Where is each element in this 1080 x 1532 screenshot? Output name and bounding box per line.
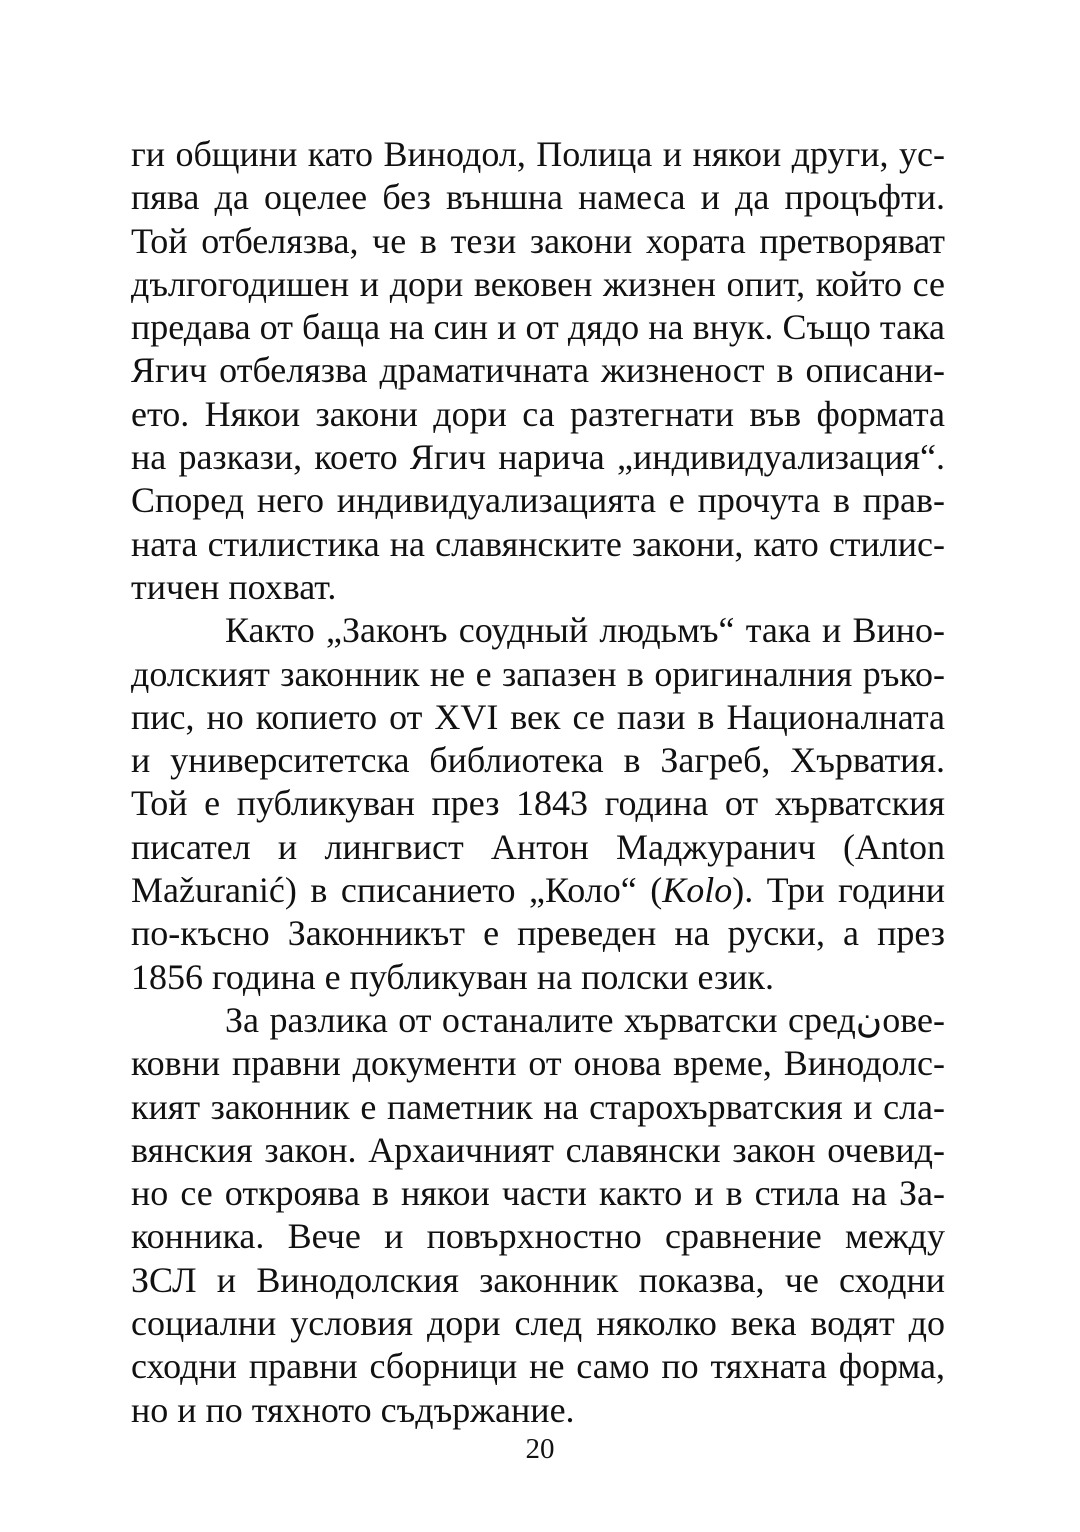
text-line: конника. Вече и повърхностно сравнение между [131,1216,945,1257]
text-line: ковни правни документи от онова време, Винодолс- [131,1043,945,1084]
paragraph [131,999,945,1432]
page-body [131,133,945,1432]
text-line: 1856 година е публикуван на полски език. [131,956,774,997]
text-line: пява да оцелее без външна намеса и да процъфти. [131,177,945,218]
text-segment: Mažuranić) в списанието „Коло“ ( [131,870,663,911]
text-line: и университетска библиотека в Загреб, Хърватия. [131,740,945,781]
page-number: 20 [525,1433,555,1465]
text-line: социални условия дори след няколко века водят до [131,1303,945,1344]
italic-title: Kolo [662,870,733,911]
text-line: кият законник е паметник на старохърватския и сла- [131,1086,945,1127]
paragraph [131,133,945,609]
text-line: писател и лингвист Антон Маджуранич (Anton [131,826,945,867]
text-line: но и по тяхното съдържание. [131,1389,575,1430]
text-line: долският законник не е запазен в оригиналния ръко- [131,653,945,694]
text-line: по-късно Законникът е преведен на руски, а през [131,913,945,954]
text-line: ЗСЛ и Винодолския законник показва, че сходни [131,1259,945,1300]
text-segment: ). Три години [732,870,945,911]
text-line: тичен похват. [131,566,337,607]
text-line [131,869,945,912]
text-line: на разкази, което Ягич нарича „индивидуализация“. [131,437,945,478]
text-line: Той е публикуван през 1843 година от хърватския [131,783,945,824]
text-line: сходни правни сборници не само по тяхната форма, [131,1346,945,1387]
text-line: ето. Някои закони дори са разтегнати във формата [131,393,945,434]
text-line: ната стилистика на славянските закони, като стилис- [131,523,945,564]
text-line: ги общини като Винодол, Полица и някои други, ус- [131,134,945,174]
text-line: Според него индивидуализацията е прочута в прав- [131,480,945,521]
text-line: дългогодишен и дори вековен жизнен опит, който се [131,263,945,304]
text-line: За разлика от останалите хърватски средنове- [225,999,945,1040]
text-line: Ягич отбелязва драматичната жизненост в описани- [131,350,945,391]
text-line: вянския закон. Архаичният славянски закон очевид- [131,1129,945,1170]
text-line: предава от баща на син и от дядо на внук. Също така [131,307,945,348]
paragraph [131,609,945,999]
text-line: но се откроява в някои части както и в стила на За- [131,1173,945,1214]
text-line: пис, но копието от XVI век се пази в Националната [131,696,945,737]
text-line: Както „Законъ соудный людьмъ“ така и Вино- [225,610,945,651]
text-line: Той отбелязва, че в тези закони хората претворяват [131,220,945,261]
